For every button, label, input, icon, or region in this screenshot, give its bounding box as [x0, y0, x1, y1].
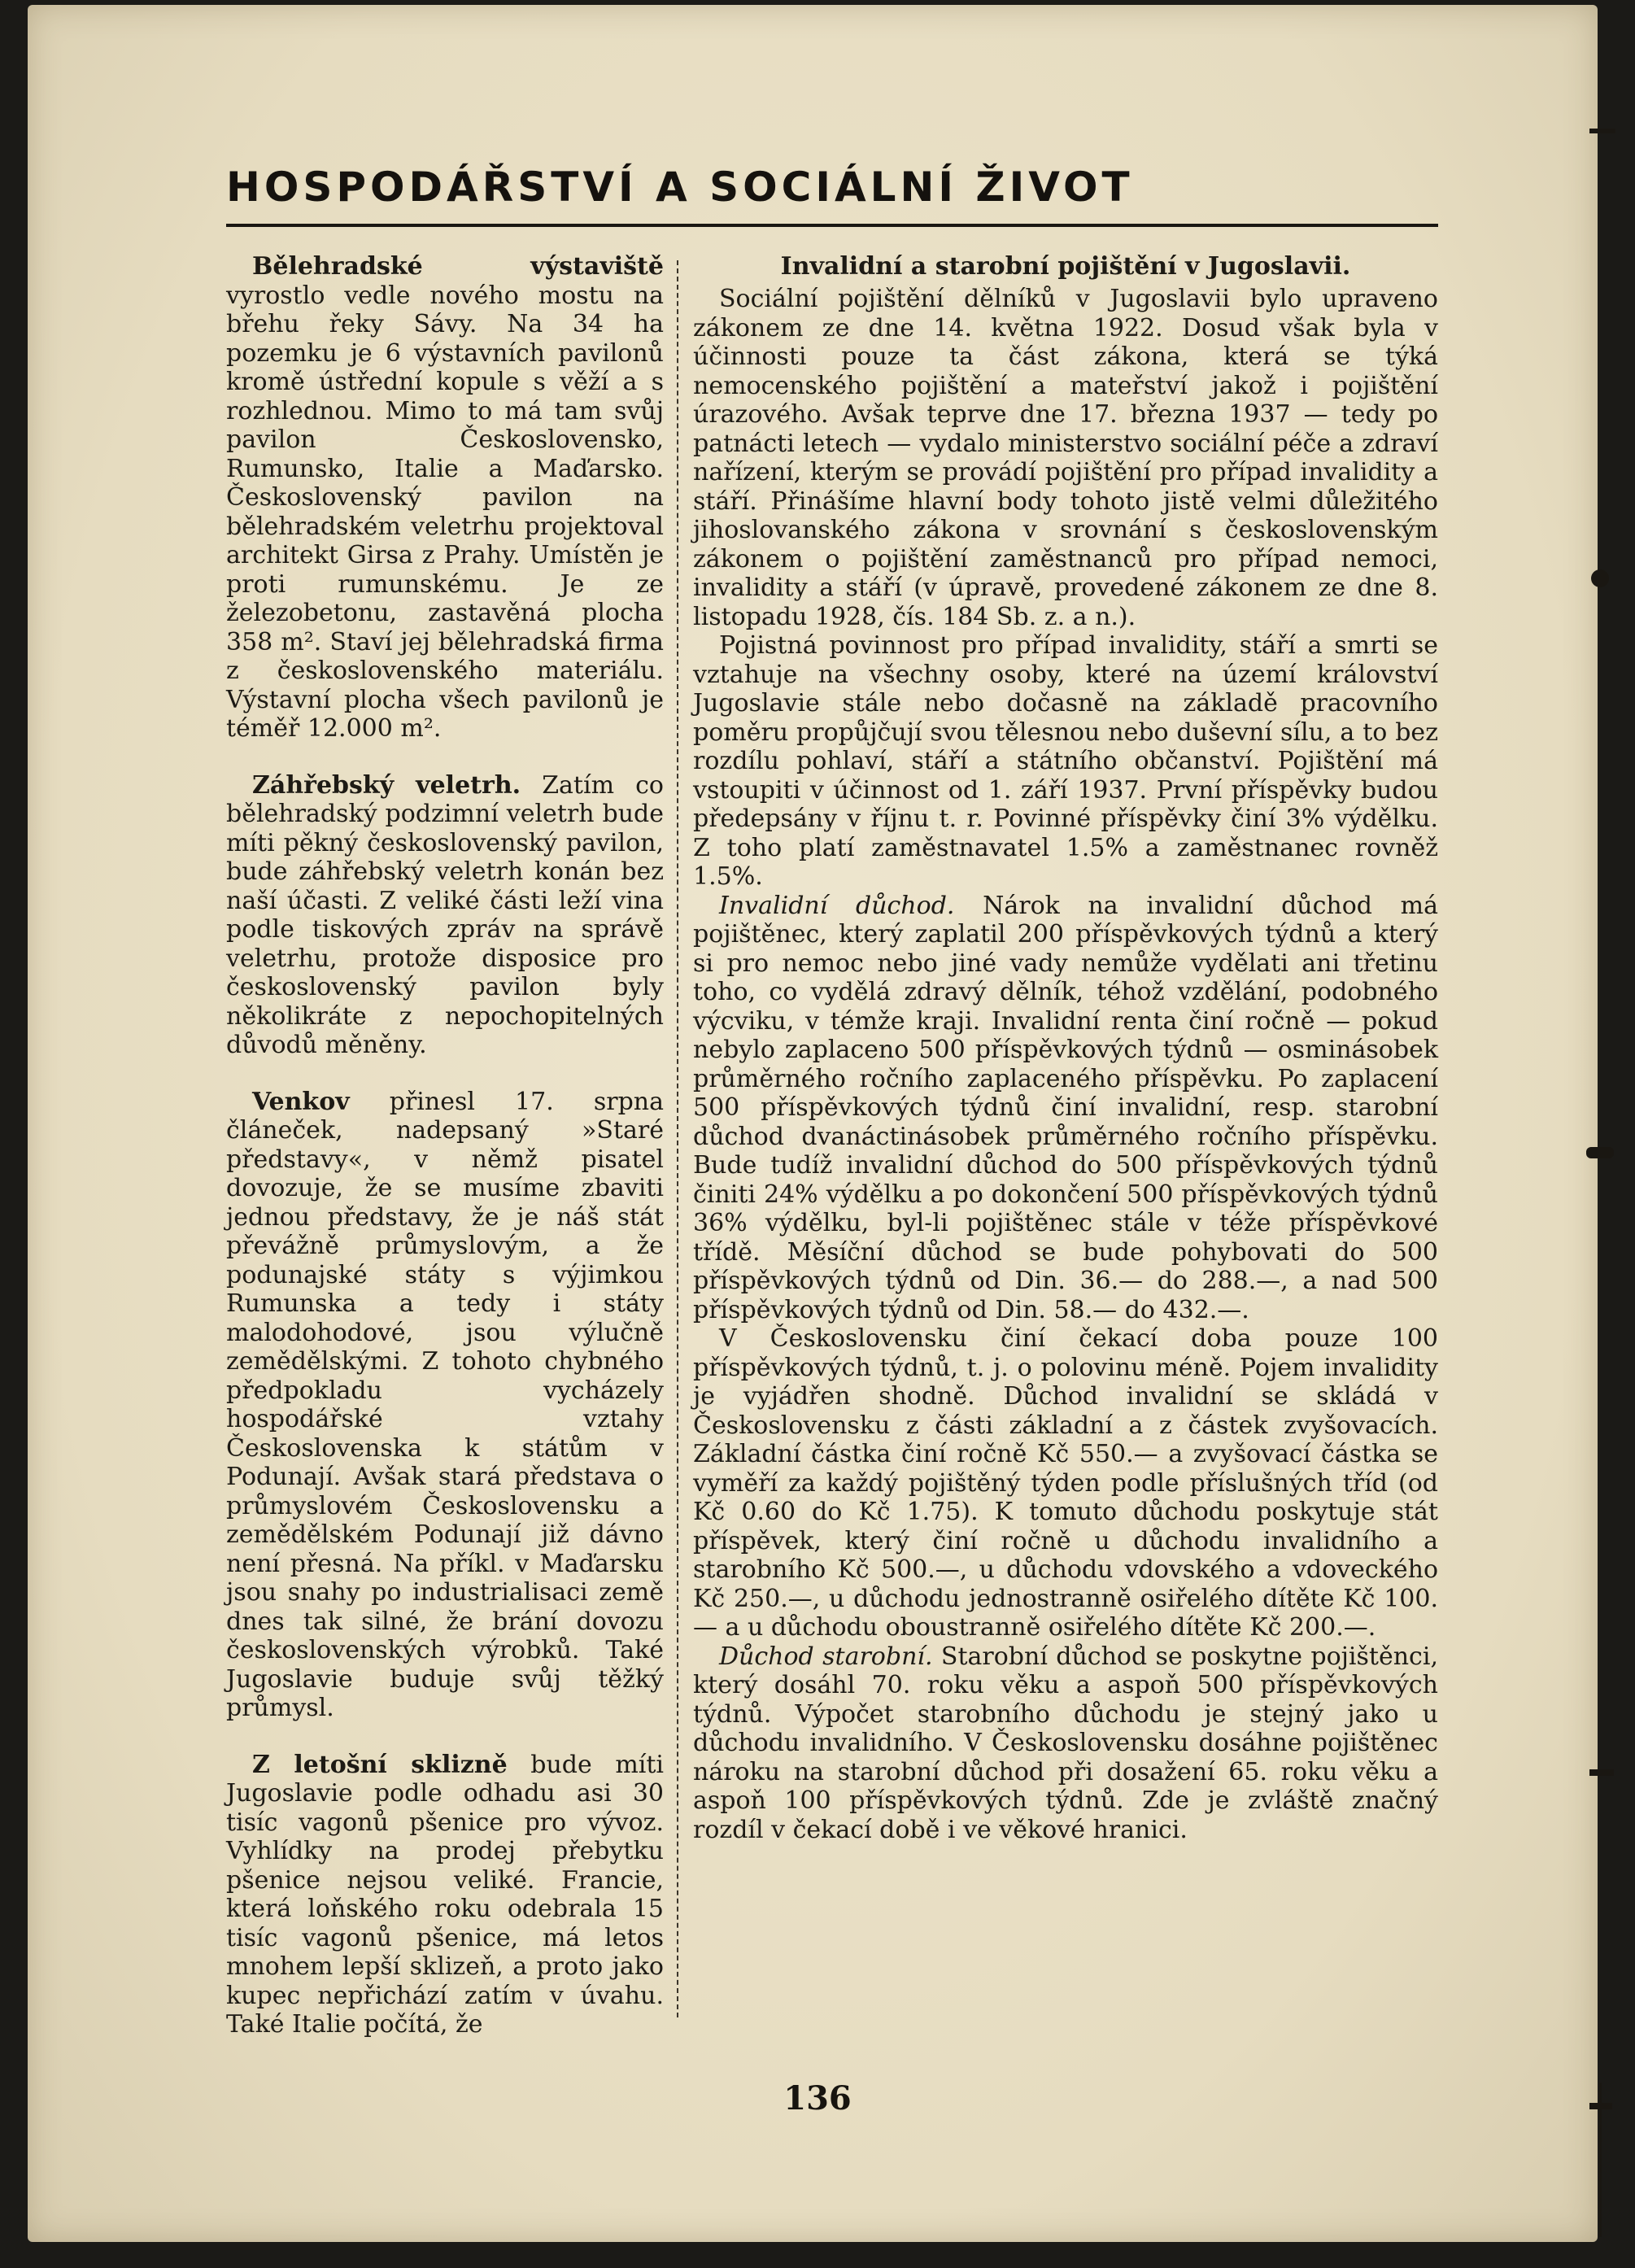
paragraph — [693, 892, 1438, 1325]
article-lead: Z letošní sklizně — [252, 1750, 508, 1779]
article-zagreb — [226, 771, 664, 1060]
article-text: přinesl 17. srpna článeček, nadepsaný »Staré představy«, v němž pisatel dovozuje, že se musíme zbaviti jednou představy, že je náš stát převážně průmyslovým, a že podunajské státy s výjimkou Rumunska a tedy i státy malodohodové, jsou výlučně zemědělskými. Z tohoto chybného předpokladu vycházely hospodářské vztahy Československa k státům v Podunají. Avšak stará představa o průmyslovém Československu a zemědělském Podunají již dávno není přesná. Na příkl. v Maďarsku jsou snahy po industrialisaci země dnes tak silné, že brání dovozu československých výrobků. Také Jugoslavie buduje svůj těžký průmysl. — [226, 1087, 664, 1722]
article-heading: Invalidní a starobní pojištění v Jugoslavii. — [780, 252, 1351, 281]
paragraph — [693, 1642, 1438, 1845]
binding-mark — [1589, 2103, 1612, 2109]
paragraph-text: Nárok na invalidní důchod má pojištěnec, který zaplatil 200 příspěvkových týdnů a který si pro nemoc nebo jiné vady nemůže vydělati ani třetinu toho, co vydělá zdravý dělník, téhož vzdělání, podobného výcviku, v témže kraji. Invalidní renta činí ročně — pokud nebylo zaplaceno 500 příspěvkových týdnů — osminásobek průměrného ročního zaplaceného příspěvku. Po zaplacení 500 příspěvkových týdnů činí invalidní, resp. starobní důchod dvanáctinásobek průměrného ročního příspěvku. Bude tudíž invalidní důchod do 500 příspěvkových týdnů činiti 24% výdělku a po dokončení 500 příspěvkových týdnů 36% výdělku, byl-li pojištěnec stále v téže příspěvkové třídě. Měsíční důchod se bude pohybovati do 500 příspěvkových týdnů od Din. 36.— do 288.—, a nad 500 příspěvkových týdnů od Din. 58.— do 432.—. — [693, 891, 1438, 1324]
article-text: vyrostlo vedle nového mostu na břehu řeky Sávy. Na 34 ha pozemku je 6 výstavních pavilonů kromě ústřední kopule s věží a s rozhlednou. Mimo to má tam svůj pavilon Československo, Rumunsko, Italie a Maďarsko. Československý pavilon na bělehradském veletrhu projektoval architekt Girsa z Prahy. Umístěn je proti rumunskému. Je ze železobetonu, zastavěná plocha 358 m². Staví jej bělehradská firma z československého materiálu. Výstavní plocha všech pavilonů je téměř 12.000 m². — [226, 281, 664, 743]
paragraph-text: Starobní důchod se poskytne pojištěnci, který dosáhl 70. roku věku a aspoň 500 příspěvkových týdnů. Výpočet starobního důchodu je stejný jako u důchodu invalidního. V Československu dosáhne pojištěnec nároku na starobní důchod při dosažení 65. roku věku a aspoň 100 příspěvkových týdnů. Zde je zvláště značný rozdíl v čekací době i ve věkové hranici. — [693, 1642, 1438, 1844]
left-column — [226, 252, 664, 2039]
title-rule — [226, 224, 1438, 227]
paragraph: V Československu činí čekací doba pouze 100 příspěvkových týdnů, t. j. o polovinu méně. Pojem invalidity je vyjádřen shodně. Důchod invalidní se skládá v Československu z části základní a z částek zvyšovacích. Základní částka činí ročně Kč 550.— a zvyšovací částka se vyměří za každý pojištěný týden podle příslušných tříd (od Kč 0.60 do Kč 1.75). K tomuto důchodu poskytuje stát příspěvek, který činí ročně u důchodu invalidního a starobního Kč 500.—, u důchodu vdovského a vdoveckého Kč 250.—, u důchodu jednostranně osiřelého dítěte Kč 100.— a u důchodu oboustranně osiřelého dítěte Kč 200.—. — [693, 1324, 1438, 1642]
subheading: Důchod starobní. — [719, 1642, 933, 1671]
article-text: Zatím co bělehradský podzimní veletrh bude míti pěkný československý pavilon, bude záhřebský veletrh konán bez naší účasti. Z veliké části leží vina podle tiskových zpráv na správě veletrhu, protože disposice pro československý pavilon byly několikráte z nepochopitelných důvodů měněny. — [226, 770, 664, 1059]
article-lead: Bělehradské výstaviště — [252, 252, 664, 281]
binding-mark — [1586, 1147, 1614, 1158]
column-divider — [677, 260, 678, 2017]
article-lead: Záhřebský veletrh. — [252, 770, 521, 800]
paragraph: Sociální pojištění dělníků v Jugoslavii bylo upraveno zákonem ze dne 14. května 1922. Dosud však byla v účinnosti pouze ta část zákona, která se týká nemocenského pojištění a mateřství jakož i pojištění úrazového. Avšak teprve dne 17. března 1937 — tedy po patnácti letech — vydalo ministerstvo sociální péče a zdraví nařízení, kterým se provádí pojištění pro případ invalidity a stáří. Přinášíme hlavní body tohoto jistě velmi důležitého jihoslovanského zákona v srovnání s československým zákonem o pojištění zaměstnanců pro případ nemoci, invalidity a stáří (v úpravě, provedené zákonem ze dne 8. listopadu 1928, čís. 184 Sb. z. a n.). — [693, 285, 1438, 631]
binding-mark — [1589, 1769, 1614, 1776]
paragraph: Pojistná povinnost pro případ invalidity, stáří a smrti se vztahuje na všechny osoby, které na území království Jugoslavie stále nebo dočasně na základě pracovního poměru propůjčují svou tělesnou nebo duševní sílu, a to bez rozdílu pohlaví, stáří a státního občanství. Pojištění má vstoupiti v účinnost od 1. září 1937. První příspěvky budou předepsány v říjnu t. r. Povinné příspěvky činí 3% výdělku. Z toho platí zaměstnavatel 1.5% a zaměstnanec rovněž 1.5%. — [693, 631, 1438, 891]
binding-mark — [1591, 569, 1609, 587]
binding-mark — [1589, 129, 1615, 133]
article-venkov — [226, 1088, 664, 1723]
article-belehrad — [226, 252, 664, 744]
page-number: 136 — [783, 2079, 852, 2118]
article-text: bude míti Jugoslavie podle odhadu asi 30 tisíc vagonů pšenice pro vývoz. Vyhlídky na prodej přebytku pšenice nejsou veliké. Francie, která loňského roku odebrala 15 tisíc vagonů pšenice, má letos mnohem lepší sklizeň, a proto jako kupec nepřichází zatím v úvahu. Také Italie počítá, že — [226, 1750, 665, 2039]
article-harvest — [226, 1751, 664, 2039]
article-lead: Venkov — [252, 1087, 350, 1116]
right-column — [693, 252, 1438, 1844]
section-title: HOSPODÁŘSTVÍ A SOCIÁLNÍ ŽIVOT — [226, 164, 1134, 211]
subheading: Invalidní důchod. — [719, 891, 955, 920]
